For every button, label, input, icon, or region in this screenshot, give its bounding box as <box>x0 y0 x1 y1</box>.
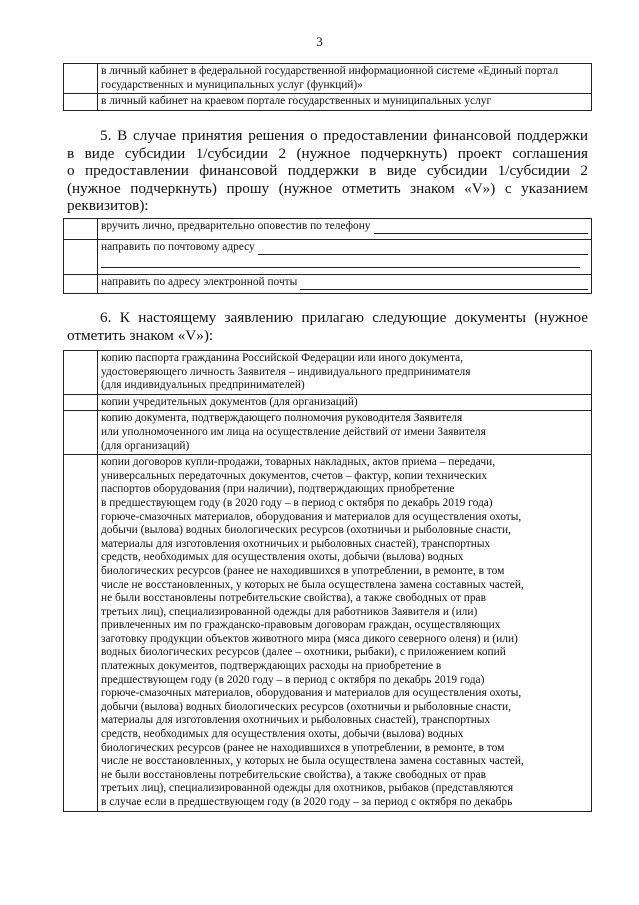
doc-line: универсальных передаточных документов, счетов – фактур, копии технических <box>101 469 488 482</box>
documents-table <box>63 350 592 812</box>
doc-line: заготовку продукции объектов животного мира (мяса дикого северного оленя) и (или) <box>101 632 518 645</box>
option-text: направить по адресу электронной почты <box>101 276 298 288</box>
table-row <box>64 455 592 811</box>
table-row <box>64 411 592 455</box>
paragraph-5 <box>67 127 588 215</box>
checkbox-cell[interactable] <box>64 351 98 395</box>
doc-line: средств, необходимых для осуществления охоты, добычи (вылова) водных <box>101 551 464 564</box>
doc-line: удостоверяющего личность Заявителя – индивидуального предпринимателя <box>101 365 471 378</box>
fill-line[interactable] <box>101 255 580 268</box>
checkbox-cell[interactable] <box>64 455 98 811</box>
fill-line[interactable] <box>300 279 588 290</box>
doc-line: в предшествующем году (в 2020 году – в период с октября по декабрь 2019 года) <box>101 496 493 509</box>
doc-line: платежных документов, подтверждающих расходы на приобретение в <box>101 660 442 673</box>
checkbox-cell[interactable] <box>64 64 98 94</box>
option-text: направить по почтовому адресу <box>101 241 255 253</box>
doc-line: добычи (вылова) водных биологических ресурсов (охотничьи и рыболовные снасти, <box>101 524 511 537</box>
doc-line: или уполномоченного им лица на осуществление действий от имени Заявителя <box>101 425 486 438</box>
doc-line: копию документа, подтверждающего полномочия руководителя Заявителя <box>101 412 463 425</box>
fill-line[interactable] <box>258 244 588 255</box>
doc-line: числе не восстановленных, у которых не была осуществлена замена составных частей, <box>101 578 524 591</box>
table-row <box>64 351 592 395</box>
para-line: реквизитов): <box>67 197 149 215</box>
para-line: о предоставлении финансовой поддержки в виде субсидии 1/субсидии 2 <box>67 162 588 180</box>
table-row <box>64 64 592 94</box>
doc-line: привлеченных им по гражданско-правовым договорам граждан, осуществляющих <box>101 619 501 632</box>
doc-line: предшествующем году (в 2020 году – в период с октября по декабрь 2019 года) <box>101 673 485 686</box>
doc-line: материалы для изготовления охотничьих и рыболовных снастей), транспортных <box>101 537 491 550</box>
fill-line[interactable] <box>374 223 589 234</box>
paragraph-6 <box>67 309 588 344</box>
doc-line: числе не восстановленных, у которых не была осуществлена замена составных частей, <box>101 755 524 768</box>
checkbox-cell[interactable] <box>64 275 98 294</box>
document-text <box>98 351 592 395</box>
requisites-table <box>63 218 592 294</box>
option-cell <box>98 240 592 275</box>
option-cell <box>98 275 592 294</box>
doc-line: материалы для изготовления охотничьих и рыболовных снастей), транспортных <box>101 714 491 727</box>
doc-line: третьих лиц), специализированной одежды для работников Заявителя и (или) <box>101 605 478 618</box>
doc-line: копию паспорта гражданина Российской Федерации или иного документа, <box>101 352 464 364</box>
doc-line: не были восстановлены потребительские свойства), а также свободных от прав <box>101 592 486 605</box>
doc-line: копии договоров купли-продажи, товарных накладных, актов приема – передачи, <box>101 456 496 469</box>
doc-line: третьих лиц), специализированной одежды для охотников, рыбаков (представляются <box>101 782 514 795</box>
doc-line: добычи (вылова) водных биологических ресурсов (охотничьи и рыболовные снасти, <box>101 700 511 713</box>
doc-line: водных биологических ресурсов (далее – охотники, рыбаки), с приложением копий <box>101 646 506 659</box>
doc-line: горюче-смазочных материалов, оборудования и материалов для осуществления охоты, <box>101 510 522 523</box>
doc-line: биологических ресурсов (ранее не находившихся в употреблении, в ремонте, в том <box>101 564 505 577</box>
document-text <box>98 411 592 455</box>
doc-line: (для организаций) <box>101 439 190 452</box>
option-text: в личный кабинет на краевом портале государственных и муниципальных услуг <box>98 94 592 111</box>
para-line: в виде субсидии 1/субсидии 2 (нужное подчеркнуть) проект соглашения <box>67 144 588 162</box>
doc-line: биологических ресурсов (ранее не находившихся в употреблении, в ремонте, в том <box>101 741 505 754</box>
para-line: (нужное подчеркнуть) прошу (нужное отметить знаком «V») с указанием <box>67 179 588 197</box>
option-text: в личный кабинет в федеральной государственной информационной системе «Единый портал государственных и муниципальных услуг (функций)» <box>98 64 592 94</box>
table-row <box>64 240 592 275</box>
table-row <box>64 219 592 240</box>
checkbox-cell[interactable] <box>64 411 98 455</box>
checkbox-cell[interactable] <box>64 219 98 240</box>
page-number: 3 <box>316 34 323 49</box>
doc-line: паспортов оборудования (при наличии), подтверждающих приобретение <box>101 483 455 496</box>
doc-line: копии учредительных документов (для организаций) <box>101 395 358 408</box>
doc-line: (для индивидуальных предпринимателей) <box>101 379 305 392</box>
option-text: вручить лично, предварительно оповестив по телефону <box>101 220 371 232</box>
table-row <box>64 94 592 111</box>
notification-method-table <box>63 63 592 111</box>
checkbox-cell[interactable] <box>64 94 98 111</box>
doc-line: в случае если в предшествующем году (в 2020 году – за период с октября по декабрь <box>101 796 513 808</box>
table-row <box>64 394 592 411</box>
para-line: 5. В случае принятия решения о предоставлении финансовой поддержки <box>100 127 588 144</box>
doc-line: средств, необходимых для осуществления охоты, добычи (вылова) водных <box>101 728 464 741</box>
doc-line: горюче-смазочных материалов, оборудования и материалов для осуществления охоты, <box>101 687 522 700</box>
table-row <box>64 275 592 294</box>
option-cell <box>98 219 592 240</box>
para-line: отметить знаком «V»): <box>67 326 214 344</box>
checkbox-cell[interactable] <box>64 240 98 275</box>
doc-line: не были восстановлены потребительские свойства), а также свободных от прав <box>101 768 486 781</box>
para-line: 6. К настоящему заявлению прилагаю следующие документы (нужное <box>100 309 588 326</box>
document-text <box>98 394 592 411</box>
checkbox-cell[interactable] <box>64 394 98 411</box>
document-text <box>98 455 592 811</box>
